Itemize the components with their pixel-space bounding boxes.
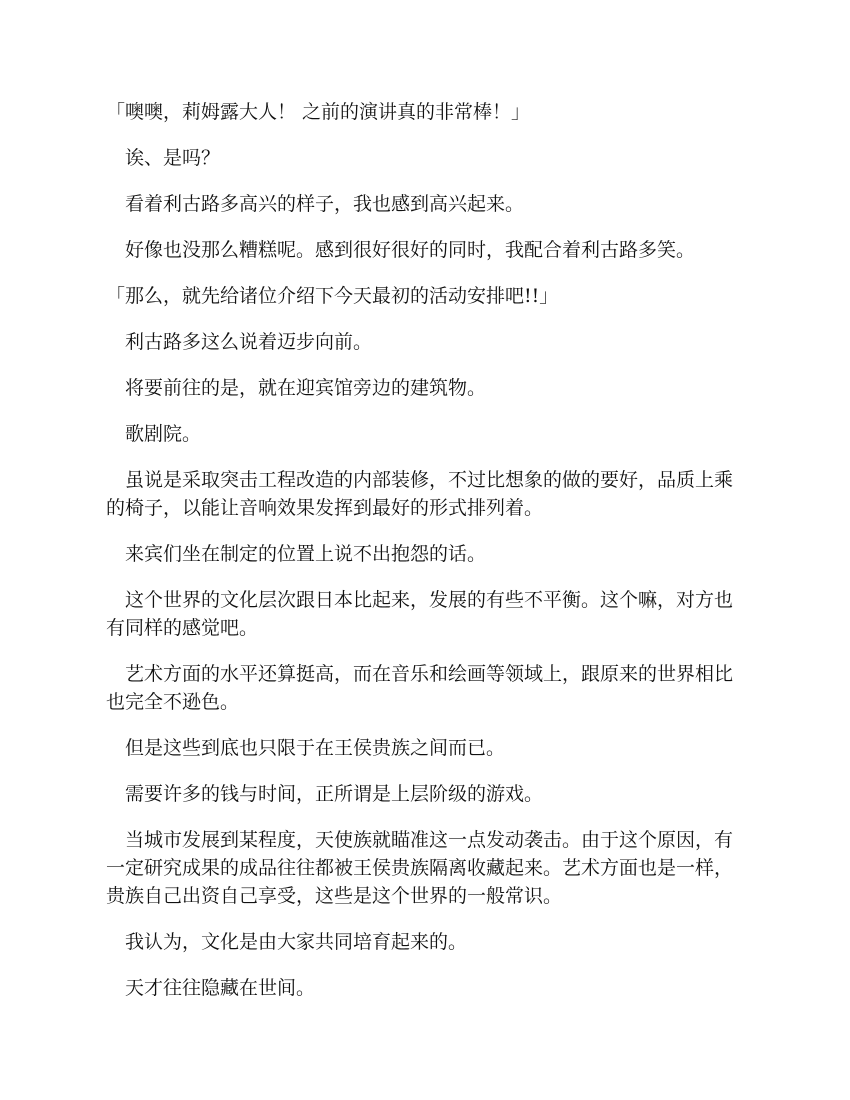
paragraph-16: 我认为，文化是由大家共同培育起来的。 xyxy=(125,931,468,953)
paragraph-17: 天才往往隐藏在世间。 xyxy=(125,977,316,999)
paragraph-9: 虽说是采取突击工程改造的内部装修，不过比想象的做的要好，品质上乘的椅子，以能让音响效果发挥到最好的形式排列着。 xyxy=(106,469,734,519)
paragraph-3: 看着利古路多高兴的样子，我也感到高兴起来。 xyxy=(125,193,525,215)
paragraph-8: 歌剧院。 xyxy=(125,423,202,445)
paragraph-13: 但是这些到底也只限于在王侯贵族之间而已。 xyxy=(125,737,506,759)
paragraph-7: 将要前往的是，就在迎宾馆旁边的建筑物。 xyxy=(125,377,487,399)
paragraph-1: 「噢噢，莉姆露大人！ 之前的演讲真的非常棒！」 xyxy=(106,101,531,123)
document-page xyxy=(106,98,750,1020)
paragraph-5: 「那么，就先给诸位介绍下今天最初的活动安排吧!!」 xyxy=(106,285,559,307)
paragraph-2: 诶、是吗？ xyxy=(125,147,221,169)
paragraph-14: 需要许多的钱与时间，正所谓是上层阶级的游戏。 xyxy=(125,783,544,805)
paragraph-6: 利古路多这么说着迈步向前。 xyxy=(125,331,373,353)
paragraph-12: 艺术方面的水平还算挺高，而在音乐和绘画等领域上，跟原来的世界相比也完全不逊色。 xyxy=(106,663,734,713)
paragraph-4: 好像也没那么糟糕呢。感到很好很好的同时，我配合着利古路多笑。 xyxy=(125,239,696,261)
paragraph-10: 来宾们坐在制定的位置上说不出抱怨的话。 xyxy=(125,543,487,565)
paragraph-15: 当城市发展到某程度，天使族就瞄准这一点发动袭击。由于这个原因，有一定研究成果的成品往往都被王侯贵族隔离收藏起来。艺术方面也是一样，贵族自己出资自己享受，这些是这个世界的一般常识。 xyxy=(106,829,734,907)
paragraph-11: 这个世界的文化层次跟日本比起来，发展的有些不平衡。这个嘛，对方也有同样的感觉吧。 xyxy=(106,589,734,639)
